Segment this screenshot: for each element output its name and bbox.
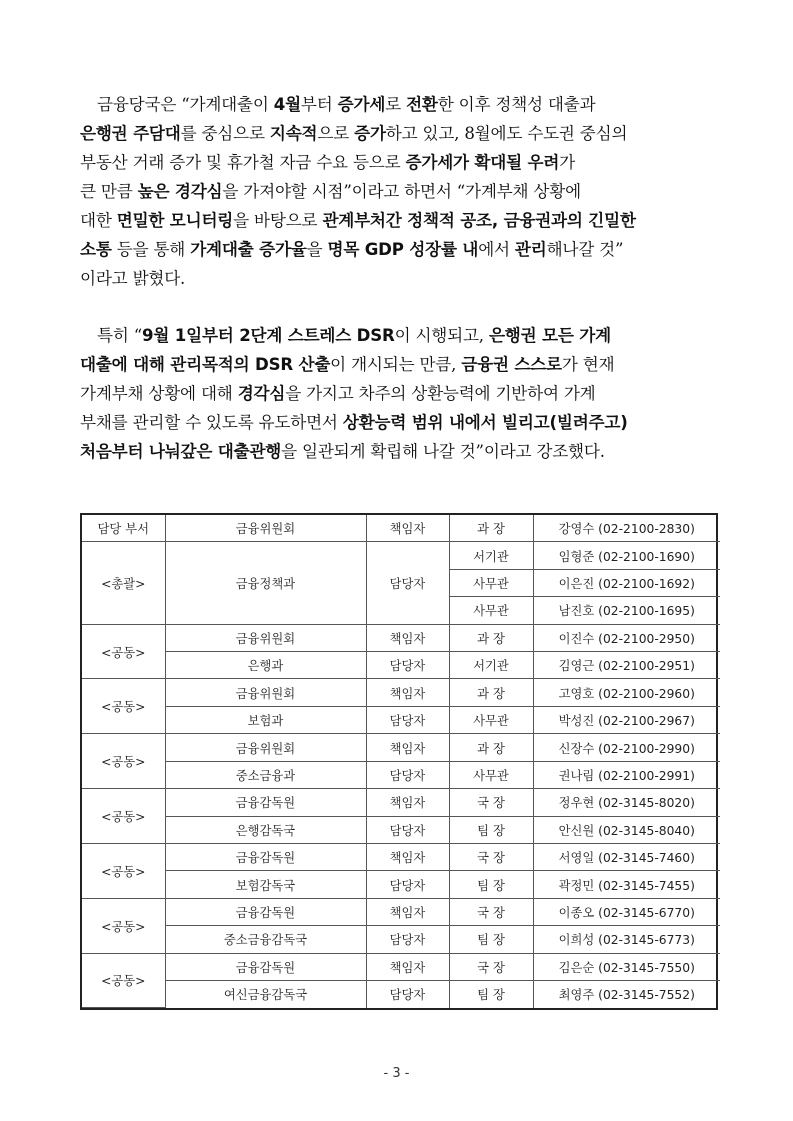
title-cell: 사무관 — [449, 597, 533, 624]
contact-phone: (02-2100-1692) — [598, 576, 695, 591]
contact-cell — [533, 734, 720, 761]
contact-cell — [533, 569, 720, 596]
contact-name: 이종오 — [558, 906, 595, 921]
org-cell: 금융감독원 — [165, 953, 366, 980]
text-line — [80, 177, 720, 206]
emphasis-run: 지속적 — [269, 124, 318, 143]
org-cell: 금융감독원 — [165, 844, 366, 871]
table-row — [82, 706, 720, 733]
contact-name: 이진수 — [558, 631, 595, 646]
title-cell: 국 장 — [449, 898, 533, 925]
org-cell: 금융위원회 — [165, 624, 366, 651]
table-row — [82, 734, 720, 761]
table-row — [82, 816, 720, 843]
contact-name: 정우현 — [558, 796, 595, 811]
table-row — [82, 981, 720, 1008]
paragraph-1 — [80, 90, 720, 293]
text-run: 부터 — [300, 95, 338, 114]
role-cell: 책임자 — [366, 679, 449, 706]
text-line — [80, 264, 720, 293]
org-cell: 금융위원회 — [165, 515, 366, 542]
role-cell: 담당자 — [366, 542, 449, 624]
text-line — [80, 379, 720, 408]
dept-cell: 중소금융과 — [165, 761, 366, 788]
emphasis-run: 처음부터 나눠갚은 대출관행 — [80, 442, 282, 461]
text-run: 을 일관되게 확립해 나갈 것”이라고 강조했다. — [281, 442, 605, 461]
contact-table — [82, 515, 720, 1008]
contact-phone: (02-3145-7460) — [598, 851, 695, 866]
contact-cell — [533, 542, 720, 569]
text-run: 하고 있고, 8월에도 수도권 중심의 — [385, 124, 628, 143]
group-label-cell: <총괄> — [82, 542, 165, 624]
contact-cell — [533, 515, 720, 542]
role-cell: 책임자 — [366, 844, 449, 871]
title-cell: 서기관 — [449, 652, 533, 679]
contact-phone: (02-2100-1695) — [598, 604, 695, 619]
text-line — [80, 350, 720, 379]
title-cell: 과 장 — [449, 515, 533, 542]
text-run: 가 — [559, 153, 575, 172]
title-cell: 과 장 — [449, 624, 533, 651]
role-cell: 책임자 — [366, 734, 449, 761]
contact-cell — [533, 706, 720, 733]
text-line — [80, 148, 720, 177]
org-cell: 금융위원회 — [165, 734, 366, 761]
role-cell: 담당자 — [366, 652, 449, 679]
contact-cell — [533, 953, 720, 980]
org-cell: 금융감독원 — [165, 789, 366, 816]
text-line — [80, 119, 720, 148]
emphasis-run: 증가세가 확대될 우려 — [405, 153, 560, 172]
title-cell: 팀 장 — [449, 926, 533, 953]
title-cell: 국 장 — [449, 953, 533, 980]
text-run: 특히 “ — [97, 326, 143, 345]
table-row — [82, 542, 720, 569]
role-cell: 책임자 — [366, 515, 449, 542]
contact-name: 안신원 — [558, 823, 595, 838]
role-cell: 책임자 — [366, 953, 449, 980]
contact-cell — [533, 624, 720, 651]
emphasis-run: 증가세 — [337, 95, 386, 114]
dept-label-cell: 담당 부서 — [82, 515, 165, 542]
emphasis-run: 경각심 — [237, 384, 286, 403]
text-line — [80, 90, 720, 119]
text-line — [80, 408, 720, 437]
contact-name: 임형준 — [558, 549, 595, 564]
text-run: 를 중심으로 — [180, 124, 270, 143]
text-line — [80, 437, 720, 466]
role-cell: 담당자 — [366, 926, 449, 953]
text-run: 해나갈 것” — [546, 240, 624, 259]
role-cell: 담당자 — [366, 816, 449, 843]
role-cell: 담당자 — [366, 871, 449, 898]
paragraph-2 — [80, 321, 720, 466]
contact-phone: (02-2100-2950) — [598, 631, 695, 646]
text-run: 금융당국은 “가계대출이 — [97, 95, 274, 114]
text-run: 을 바탕으로 — [233, 211, 323, 230]
contact-phone: (02-3145-6770) — [598, 906, 695, 921]
contact-name: 곽정민 — [558, 878, 595, 893]
text-run: 부채를 관리할 수 있도록 유도하면서 — [80, 413, 343, 432]
dept-cell: 여신금융감독국 — [165, 981, 366, 1008]
table-row — [82, 679, 720, 706]
title-cell: 팀 장 — [449, 981, 533, 1008]
title-cell: 사무관 — [449, 706, 533, 733]
contact-cell — [533, 761, 720, 788]
contact-phone: (02-2100-2951) — [598, 659, 695, 674]
title-cell: 팀 장 — [449, 816, 533, 843]
contact-name: 권나림 — [558, 768, 595, 783]
contact-cell — [533, 926, 720, 953]
title-cell: 사무관 — [449, 761, 533, 788]
title-cell: 사무관 — [449, 569, 533, 596]
contact-name: 신장수 — [558, 741, 595, 756]
contact-phone: (02-2100-2830) — [598, 522, 695, 537]
contact-cell — [533, 652, 720, 679]
contact-cell — [533, 597, 720, 624]
group-label-cell: <공동> — [82, 789, 165, 844]
text-run: 등을 통해 — [111, 240, 191, 259]
emphasis-run: 높은 경각심 — [137, 182, 223, 201]
org-cell: 금융위원회 — [165, 679, 366, 706]
text-run: 으로 — [317, 124, 355, 143]
contact-cell — [533, 871, 720, 898]
table-row — [82, 761, 720, 788]
emphasis-run: 4월 — [273, 95, 301, 114]
text-run: 을 — [306, 240, 328, 259]
emphasis-run: 가계대출 증가율 — [190, 240, 307, 259]
contact-phone: (02-2100-2960) — [598, 686, 695, 701]
title-cell: 팀 장 — [449, 871, 533, 898]
contact-cell — [533, 679, 720, 706]
group-label-cell: <공동> — [82, 898, 165, 953]
dept-cell: 중소금융감독국 — [165, 926, 366, 953]
role-cell: 책임자 — [366, 898, 449, 925]
contact-phone: (02-3145-7552) — [598, 988, 695, 1003]
contact-name: 김영근 — [558, 659, 595, 674]
emphasis-run: 금융권 스스로 — [461, 355, 562, 374]
emphasis-run: 전환 — [406, 95, 438, 114]
contact-phone: (02-2100-1690) — [598, 549, 695, 564]
text-run: 가 현재 — [561, 355, 615, 374]
contact-name: 남진호 — [558, 604, 595, 619]
contact-name: 김은순 — [558, 960, 595, 975]
text-run: 이 시행되고, — [394, 326, 489, 345]
contact-cell — [533, 898, 720, 925]
emphasis-run: 9월 1일부터 2단계 스트레스 DSR — [142, 326, 395, 345]
org-cell: 금융감독원 — [165, 898, 366, 925]
group-label-cell: <공동> — [82, 734, 165, 789]
text-run: 대한 — [80, 211, 117, 230]
emphasis-run: 은행권 주담대 — [80, 124, 181, 143]
contact-cell — [533, 789, 720, 816]
emphasis-run: 대출에 대해 관리목적의 DSR 산출 — [80, 355, 331, 374]
text-run: 로 — [385, 95, 407, 114]
emphasis-run: 명목 GDP 성장률 내 — [327, 240, 479, 259]
contact-cell — [533, 981, 720, 1008]
role-cell: 책임자 — [366, 789, 449, 816]
group-label-cell: <공동> — [82, 679, 165, 734]
contact-name: 강영수 — [558, 522, 595, 537]
contact-phone: (02-3145-7550) — [598, 960, 695, 975]
text-run: 부동산 거래 증가 및 휴가철 자금 수요 등으로 — [80, 153, 406, 172]
dept-cell: 금융정책과 — [165, 542, 366, 624]
contact-name: 최영주 — [558, 988, 595, 1003]
title-cell: 국 장 — [449, 844, 533, 871]
emphasis-run: 소통 — [80, 240, 112, 259]
group-label-cell: <공동> — [82, 953, 165, 1007]
table-row — [82, 789, 720, 816]
group-label-cell: <공동> — [82, 624, 165, 679]
title-cell: 국 장 — [449, 789, 533, 816]
text-run: 한 이후 정책성 대출과 — [437, 95, 596, 114]
contact-name: 박성진 — [558, 714, 595, 729]
text-line — [80, 206, 720, 235]
emphasis-run: 관계부처간 정책적 공조, 금융권과의 긴밀한 — [322, 211, 636, 230]
contact-name: 이은진 — [558, 576, 595, 591]
text-run: 을 가져야할 시점”이라고 하면서 “가계부채 상황에 — [222, 182, 581, 201]
emphasis-run: 은행권 모든 가계 — [488, 326, 611, 345]
contact-phone: (02-3145-8020) — [598, 796, 695, 811]
contact-name: 서영일 — [558, 851, 595, 866]
role-cell: 담당자 — [366, 761, 449, 788]
text-run: 을 가지고 차주의 상환능력에 기반하여 가계 — [285, 384, 596, 403]
role-cell: 담당자 — [366, 706, 449, 733]
contact-phone: (02-3145-8040) — [598, 823, 695, 838]
table-row — [82, 926, 720, 953]
dept-cell: 보험과 — [165, 706, 366, 733]
emphasis-run: 면밀한 모니터링 — [116, 211, 234, 230]
table-row — [82, 953, 720, 980]
contact-cell — [533, 816, 720, 843]
text-run: 이 개시되는 만큼, — [330, 355, 462, 374]
contact-phone: (02-3145-7455) — [598, 878, 695, 893]
dept-cell: 은행과 — [165, 652, 366, 679]
role-cell: 담당자 — [366, 981, 449, 1008]
contact-cell — [533, 844, 720, 871]
title-cell: 과 장 — [449, 679, 533, 706]
title-cell: 서기관 — [449, 542, 533, 569]
contact-name: 이희성 — [558, 933, 595, 948]
table-row — [82, 515, 720, 542]
emphasis-run: 관리 — [514, 240, 547, 259]
title-cell: 과 장 — [449, 734, 533, 761]
table-row — [82, 871, 720, 898]
text-line — [80, 321, 720, 350]
text-line — [80, 235, 720, 264]
group-label-cell: <공동> — [82, 844, 165, 899]
contact-phone: (02-2100-2991) — [598, 768, 695, 783]
text-run: 큰 만큼 — [80, 182, 138, 201]
dept-cell: 보험감독국 — [165, 871, 366, 898]
contact-phone: (02-2100-2990) — [598, 741, 695, 756]
dept-cell: 은행감독국 — [165, 816, 366, 843]
text-run: 가계부채 상황에 대해 — [80, 384, 238, 403]
table-row — [82, 898, 720, 925]
page-number: - 3 - — [383, 1066, 410, 1081]
table-row — [82, 624, 720, 651]
role-cell: 책임자 — [366, 624, 449, 651]
table-row — [82, 844, 720, 871]
text-run: 에서 — [478, 240, 515, 259]
contact-phone: (02-3145-6773) — [598, 933, 695, 948]
contact-table-frame — [80, 513, 718, 1010]
emphasis-run: 상환능력 범위 내에서 빌리고(빌려주고) — [342, 413, 628, 432]
emphasis-run: 증가 — [354, 124, 386, 143]
contact-name: 고영호 — [558, 686, 595, 701]
contact-phone: (02-2100-2967) — [598, 714, 695, 729]
table-row — [82, 652, 720, 679]
text-run: 이라고 밝혔다. — [80, 269, 186, 288]
